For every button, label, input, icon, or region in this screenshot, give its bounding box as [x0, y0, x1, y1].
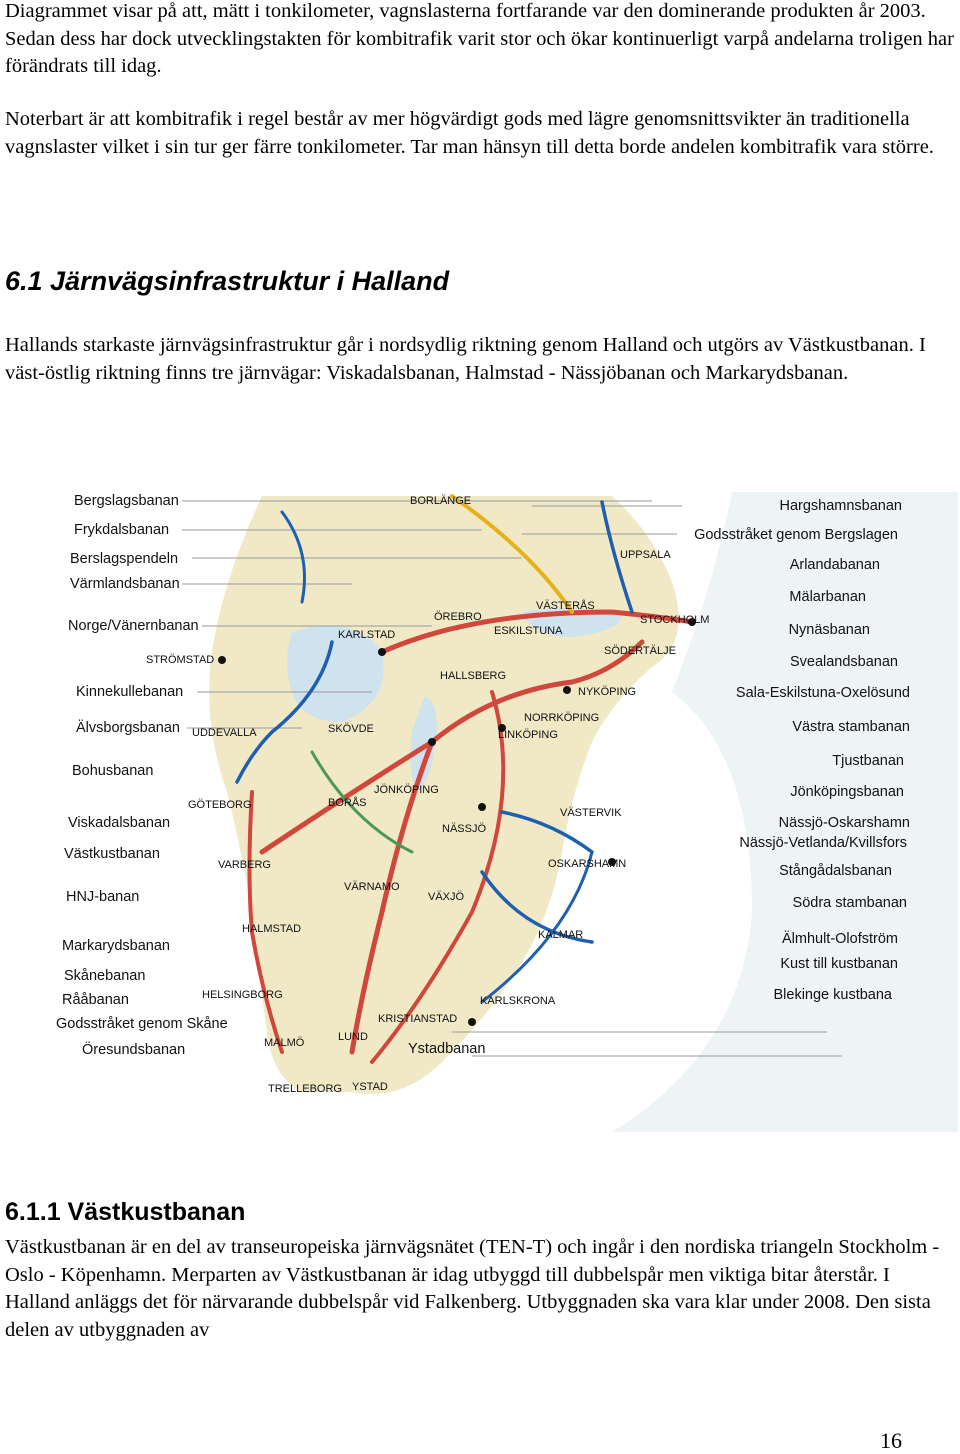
- legend-norge-vanernbanan: Norge/Vänernbanan: [68, 618, 199, 634]
- legend-bergslagsbanan: Bergslagsbanan: [74, 493, 179, 509]
- city-vastervik: VÄSTERVIK: [560, 807, 622, 819]
- intro-paragraph: Diagrammet visar på att, mätt i tonkilometer, vagnslasterna fortfarande var den dominerande produkten år 2003. Sedan dess har dock utvecklingstakten för kombitrafik varit stor och ökar kontinuerligt varpå andelarna troligen har förändrats till idag.: [5, 0, 954, 77]
- legend-vastra-stambanan: Västra stambanan: [792, 719, 910, 735]
- legend-skanebanan: Skånebanan: [64, 968, 146, 984]
- legend-nassjo-oskarshamn: Nässjö-Oskarshamn: [778, 815, 910, 831]
- city-eskilstuna: ESKILSTUNA: [494, 625, 563, 637]
- city-nykoping: NYKÖPING: [578, 686, 637, 698]
- city-vasteras: VÄSTERÅS: [536, 600, 595, 612]
- land-area: [209, 496, 679, 1094]
- city-norrkoping: NORRKÖPING: [524, 712, 600, 724]
- city-trelleborg: TRELLEBORG: [268, 1083, 342, 1095]
- city-hallsberg: HALLSBERG: [440, 670, 507, 682]
- city-malmo: MALMÖ: [264, 1037, 305, 1049]
- legend-markarydsbanan: Markarydsbanan: [62, 938, 170, 954]
- legend-frykdalsbanan: Frykdalsbanan: [74, 522, 170, 538]
- note-paragraph: Noterbart är att kombitrafik i regel består av mer högvärdigt gods med lägre genomsnittsvikter än traditionella vagnslaster vilket i sin tur ger färre tonkilometer. Tar man hänsyn till detta borde andelen kombitrafik vara större.: [5, 108, 934, 158]
- city-ystad: YSTAD: [352, 1081, 388, 1093]
- legend-kinnekullebanan: Kinnekullebanan: [76, 684, 184, 700]
- page-number: 16: [880, 1428, 902, 1453]
- city-skovde: SKÖVDE: [328, 723, 374, 735]
- legend-vastkustbanan: Västkustbanan: [64, 846, 160, 862]
- city-stockholm: STOCKHOLM: [640, 614, 710, 626]
- legend-godsstraket-bergslagen: Godsstråket genom Bergslagen: [694, 527, 898, 543]
- city-vaxjo: VÄXJÖ: [428, 891, 465, 903]
- legend-raabanan: Rååbanan: [62, 992, 129, 1008]
- city-varberg: VARBERG: [218, 859, 271, 871]
- legend-jonkopingsbanan: Jönköpingsbanan: [790, 784, 904, 800]
- legend-almhult-olofstrom: Älmhult-Olofström: [781, 931, 898, 947]
- city-helsingborg: HELSINGBORG: [202, 989, 283, 1001]
- legend-godsstraket-skane: Godsstråket genom Skåne: [56, 1016, 228, 1032]
- section-heading: 6.1 Järnvägsinfrastruktur i Halland: [5, 266, 450, 296]
- city-jonkoping: JÖNKÖPING: [374, 784, 439, 796]
- vastkustbanan-paragraph: Västkustbanan är en del av transeuropeiska järnvägsnätet (TEN-T) och ingår i den nordiska triangeln Stockholm - Oslo - Köpenhamn. Merparten av Västkustbanan är idag utbyggd till dubbelspår men viktiga bitar återstår. I Halland anläggs det för närvarande dubbelspår vid Falkenberg. Utbyggnaden ska vara klar under 2008. Den sista delen av utbyggnaden av: [5, 1236, 940, 1341]
- city-stromstad: STRÖMSTAD: [146, 654, 215, 666]
- city-karlstad: KARLSTAD: [338, 629, 396, 641]
- city-oskarshamn: OSKARSHAMN: [548, 858, 627, 870]
- legend-nynasbanan: Nynäsbanan: [788, 622, 870, 638]
- city-uddevalla: UDDEVALLA: [192, 727, 257, 739]
- city-boras: BORÅS: [328, 797, 367, 809]
- city-karlskrona: KARLSKRONA: [480, 995, 556, 1007]
- legend-malarbanan: Mälarbanan: [789, 589, 866, 605]
- legend-arlandabanan: Arlandabanan: [789, 557, 880, 573]
- section-paragraph: Hallands starkaste järnvägsinfrastruktur går i nordsydlig riktning genom Halland och utgörs av Västkustbanan. I väst-östlig riktning finns tre järnvägar: Viskadalsbanan, Halmstad - Nässjöbanan och Markarydsbanan.: [5, 334, 926, 384]
- legend-bohusbanan: Bohusbanan: [72, 763, 154, 779]
- city-nassjo: NÄSSJÖ: [442, 823, 487, 835]
- legend-hnj-banan: HNJ-banan: [66, 889, 140, 905]
- city-borlange: BORLÄNGE: [410, 495, 472, 507]
- legend-oresundsbanan: Öresundsbanan: [82, 1042, 186, 1058]
- legend-berslagspendeln: Berslagspendeln: [70, 551, 179, 567]
- legend-ystadbanan: Ystadbanan: [408, 1041, 486, 1057]
- subsection-heading: 6.1.1 Västkustbanan: [5, 1198, 246, 1226]
- railway-map: [52, 492, 958, 1142]
- legend-varmlandsbanan: Värmlandsbanan: [70, 576, 180, 592]
- city-linkoping: LINKÖPING: [498, 729, 558, 741]
- city-kristianstad: KRISTIANSTAD: [378, 1013, 458, 1025]
- city-lund: LUND: [338, 1031, 368, 1043]
- legend-tjustbanan: Tjustbanan: [832, 753, 904, 769]
- legend-sala-eskilstuna-oxelosund: Sala-Eskilstuna-Oxelösund: [735, 685, 910, 701]
- city-varnamo: VÄRNAMO: [344, 881, 400, 893]
- legend-svealandsbanan: Svealandsbanan: [789, 654, 898, 670]
- legend-viskadalsbanan: Viskadalsbanan: [68, 815, 171, 831]
- city-uppsala: UPPSALA: [620, 549, 671, 561]
- legend-alvsborgsbanan: Älvsborgsbanan: [76, 720, 180, 736]
- legend-stangadalsbanan: Stångådalsbanan: [779, 863, 892, 879]
- city-halmstad: HALMSTAD: [242, 923, 302, 935]
- city-kalmar: KALMAR: [538, 929, 584, 941]
- legend-nassjo-vetlanda: Nässjö-Vetlanda/Kvillsfors: [739, 835, 907, 851]
- city-orebro: ÖREBRO: [434, 611, 482, 623]
- city-goteborg: GÖTEBORG: [188, 799, 252, 811]
- legend-hargshamnsbanan: Hargshamnsbanan: [779, 498, 902, 514]
- city-sodertalje: SÖDERTÄLJE: [604, 645, 676, 657]
- legend-sodra-stambanan: Södra stambanan: [792, 895, 907, 911]
- legend-blekinge-kustbana: Blekinge kustbana: [773, 987, 892, 1003]
- legend-kust-till-kustbanan: Kust till kustbanan: [780, 956, 898, 972]
